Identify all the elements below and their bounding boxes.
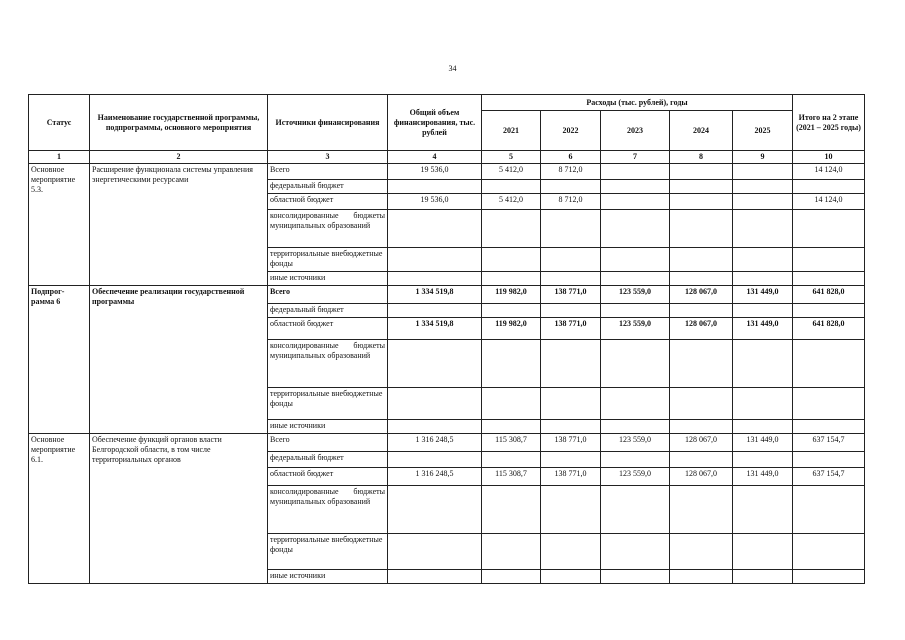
year-2024-cell	[670, 248, 733, 272]
year-2025-cell	[733, 180, 793, 194]
source-cell: консолидированные бюджеты муниципальных образований	[268, 340, 388, 388]
status-cell: Подпрог-рамма 6	[29, 286, 90, 434]
year-2022-cell	[541, 388, 601, 420]
source-cell: Всего	[268, 434, 388, 452]
year-2022-cell	[541, 452, 601, 468]
year-2021-cell	[482, 420, 541, 434]
year-2021-cell	[482, 452, 541, 468]
year-2024-cell	[670, 534, 733, 570]
year-2021-cell	[482, 486, 541, 534]
year-2023-cell	[601, 272, 670, 286]
year-2023-cell: 123 559,0	[601, 468, 670, 486]
stage-total-cell: 14 124,0	[793, 164, 865, 180]
year-2023-cell	[601, 248, 670, 272]
header-year-2023: 2023	[601, 111, 670, 151]
year-2021-cell	[482, 210, 541, 248]
header-year-2021: 2021	[482, 111, 541, 151]
year-2022-cell	[541, 304, 601, 318]
header-year-2022: 2022	[541, 111, 601, 151]
column-number: 5	[482, 151, 541, 164]
source-cell: территориальные внебюджетные фонды	[268, 388, 388, 420]
year-2022-cell	[541, 570, 601, 584]
year-2024-cell	[670, 486, 733, 534]
status-cell: Основное мероприятие 5.3.	[29, 164, 90, 286]
year-2022-cell: 8 712,0	[541, 164, 601, 180]
total-cell: 1 316 248,5	[388, 468, 482, 486]
year-2023-cell	[601, 388, 670, 420]
year-2025-cell: 131 449,0	[733, 286, 793, 304]
stage-total-cell	[793, 570, 865, 584]
year-2025-cell	[733, 388, 793, 420]
source-cell: консолидированные бюджеты муниципальных образований	[268, 210, 388, 248]
total-cell	[388, 388, 482, 420]
column-number: 9	[733, 151, 793, 164]
year-2022-cell	[541, 180, 601, 194]
total-cell: 19 536,0	[388, 164, 482, 180]
header-name: Наименование государственной программы, подпрограммы, основного мероприятия	[90, 95, 268, 151]
stage-total-cell: 637 154,7	[793, 434, 865, 452]
source-cell: территориальные внебюджетные фонды	[268, 534, 388, 570]
year-2025-cell	[733, 340, 793, 388]
stage-total-cell	[793, 420, 865, 434]
table-row	[29, 434, 865, 452]
total-cell	[388, 452, 482, 468]
year-2025-cell	[733, 164, 793, 180]
year-2023-cell	[601, 180, 670, 194]
source-cell: территориальные внебюджетные фонды	[268, 248, 388, 272]
year-2024-cell	[670, 210, 733, 248]
stage-total-cell	[793, 210, 865, 248]
year-2025-cell	[733, 486, 793, 534]
source-cell: федеральный бюджет	[268, 180, 388, 194]
year-2024-cell	[670, 340, 733, 388]
year-2021-cell: 5 412,0	[482, 194, 541, 210]
total-cell: 1 316 248,5	[388, 434, 482, 452]
year-2023-cell: 123 559,0	[601, 286, 670, 304]
year-2022-cell: 138 771,0	[541, 286, 601, 304]
header-status: Статус	[29, 95, 90, 151]
year-2023-cell	[601, 486, 670, 534]
header-total: Общий объем финансирования, тыс. рублей	[388, 95, 482, 151]
year-2024-cell	[670, 570, 733, 584]
header-expenses: Расходы (тыс. рублей), годы	[482, 95, 793, 111]
year-2022-cell	[541, 210, 601, 248]
year-2021-cell: 5 412,0	[482, 164, 541, 180]
financing-table	[28, 94, 865, 584]
year-2022-cell: 138 771,0	[541, 434, 601, 452]
status-cell: Основное мероприятие 6.1.	[29, 434, 90, 584]
stage-total-cell: 641 828,0	[793, 286, 865, 304]
stage-total-cell: 641 828,0	[793, 318, 865, 340]
total-cell: 1 334 519,8	[388, 318, 482, 340]
year-2023-cell	[601, 420, 670, 434]
total-cell	[388, 534, 482, 570]
column-number: 8	[670, 151, 733, 164]
total-cell: 19 536,0	[388, 194, 482, 210]
year-2021-cell	[482, 340, 541, 388]
year-2024-cell: 128 067,0	[670, 468, 733, 486]
total-cell	[388, 272, 482, 286]
year-2022-cell	[541, 272, 601, 286]
stage-total-cell	[793, 452, 865, 468]
source-cell: иные источники	[268, 420, 388, 434]
year-2024-cell: 128 067,0	[670, 286, 733, 304]
source-cell: федеральный бюджет	[268, 452, 388, 468]
total-cell	[388, 340, 482, 388]
year-2021-cell	[482, 304, 541, 318]
year-2022-cell	[541, 534, 601, 570]
year-2025-cell	[733, 452, 793, 468]
year-2021-cell: 115 308,7	[482, 468, 541, 486]
year-2024-cell	[670, 164, 733, 180]
source-cell: областной бюджет	[268, 318, 388, 340]
year-2023-cell	[601, 452, 670, 468]
stage-total-cell	[793, 340, 865, 388]
year-2024-cell	[670, 420, 733, 434]
column-number: 2	[90, 151, 268, 164]
source-cell: иные источники	[268, 570, 388, 584]
year-2025-cell	[733, 304, 793, 318]
name-cell: Обеспечение функций органов власти Белгородской области, в том числе территориальных органов	[90, 434, 268, 584]
year-2023-cell	[601, 304, 670, 318]
column-number: 1	[29, 151, 90, 164]
header-stage-total: Итого на 2 этапе (2021 – 2025 годы)	[793, 95, 865, 151]
total-cell: 1 334 519,8	[388, 286, 482, 304]
header-sources: Источники финансирования	[268, 95, 388, 151]
year-2022-cell: 8 712,0	[541, 194, 601, 210]
year-2021-cell: 119 982,0	[482, 318, 541, 340]
stage-total-cell	[793, 486, 865, 534]
total-cell	[388, 210, 482, 248]
source-cell: консолидированные бюджеты муниципальных образований	[268, 486, 388, 534]
stage-total-cell: 637 154,7	[793, 468, 865, 486]
year-2023-cell	[601, 570, 670, 584]
stage-total-cell	[793, 272, 865, 286]
header-year-2024: 2024	[670, 111, 733, 151]
source-cell: иные источники	[268, 272, 388, 286]
stage-total-cell	[793, 180, 865, 194]
total-cell	[388, 248, 482, 272]
column-number: 3	[268, 151, 388, 164]
year-2025-cell: 131 449,0	[733, 434, 793, 452]
year-2024-cell	[670, 304, 733, 318]
page-number: 34	[448, 64, 457, 73]
year-2024-cell	[670, 452, 733, 468]
year-2025-cell: 131 449,0	[733, 318, 793, 340]
stage-total-cell	[793, 248, 865, 272]
stage-total-cell	[793, 304, 865, 318]
column-number: 6	[541, 151, 601, 164]
year-2025-cell: 131 449,0	[733, 468, 793, 486]
year-2021-cell	[482, 570, 541, 584]
source-cell: Всего	[268, 286, 388, 304]
year-2023-cell	[601, 194, 670, 210]
year-2024-cell	[670, 194, 733, 210]
source-cell: областной бюджет	[268, 468, 388, 486]
year-2021-cell	[482, 272, 541, 286]
table-body	[29, 164, 865, 584]
year-2022-cell	[541, 486, 601, 534]
year-2025-cell	[733, 534, 793, 570]
year-2023-cell	[601, 210, 670, 248]
year-2024-cell	[670, 388, 733, 420]
name-cell: Обеспечение реализации государственной программы	[90, 286, 268, 434]
year-2023-cell	[601, 534, 670, 570]
table-row	[29, 286, 865, 304]
year-2025-cell	[733, 210, 793, 248]
year-2021-cell	[482, 180, 541, 194]
year-2023-cell: 123 559,0	[601, 434, 670, 452]
total-cell	[388, 420, 482, 434]
year-2025-cell	[733, 248, 793, 272]
stage-total-cell	[793, 388, 865, 420]
year-2021-cell	[482, 388, 541, 420]
year-2025-cell	[733, 272, 793, 286]
total-cell	[388, 180, 482, 194]
year-2021-cell	[482, 534, 541, 570]
stage-total-cell	[793, 534, 865, 570]
total-cell	[388, 486, 482, 534]
year-2023-cell	[601, 340, 670, 388]
column-number: 10	[793, 151, 865, 164]
year-2022-cell	[541, 248, 601, 272]
name-cell: Расширение функционала системы управления энергетическими ресурсами	[90, 164, 268, 286]
year-2022-cell	[541, 420, 601, 434]
year-2021-cell: 119 982,0	[482, 286, 541, 304]
year-2022-cell: 138 771,0	[541, 468, 601, 486]
stage-total-cell: 14 124,0	[793, 194, 865, 210]
column-number: 7	[601, 151, 670, 164]
year-2024-cell	[670, 272, 733, 286]
year-2023-cell	[601, 164, 670, 180]
year-2025-cell	[733, 194, 793, 210]
year-2025-cell	[733, 420, 793, 434]
total-cell	[388, 570, 482, 584]
total-cell	[388, 304, 482, 318]
header-year-2025: 2025	[733, 111, 793, 151]
year-2022-cell	[541, 340, 601, 388]
table-row	[29, 164, 865, 180]
source-cell: федеральный бюджет	[268, 304, 388, 318]
year-2024-cell: 128 067,0	[670, 318, 733, 340]
year-2022-cell: 138 771,0	[541, 318, 601, 340]
year-2023-cell: 123 559,0	[601, 318, 670, 340]
source-cell: Всего	[268, 164, 388, 180]
year-2024-cell	[670, 180, 733, 194]
year-2021-cell: 115 308,7	[482, 434, 541, 452]
year-2024-cell: 128 067,0	[670, 434, 733, 452]
year-2025-cell	[733, 570, 793, 584]
source-cell: областной бюджет	[268, 194, 388, 210]
column-number: 4	[388, 151, 482, 164]
year-2021-cell	[482, 248, 541, 272]
